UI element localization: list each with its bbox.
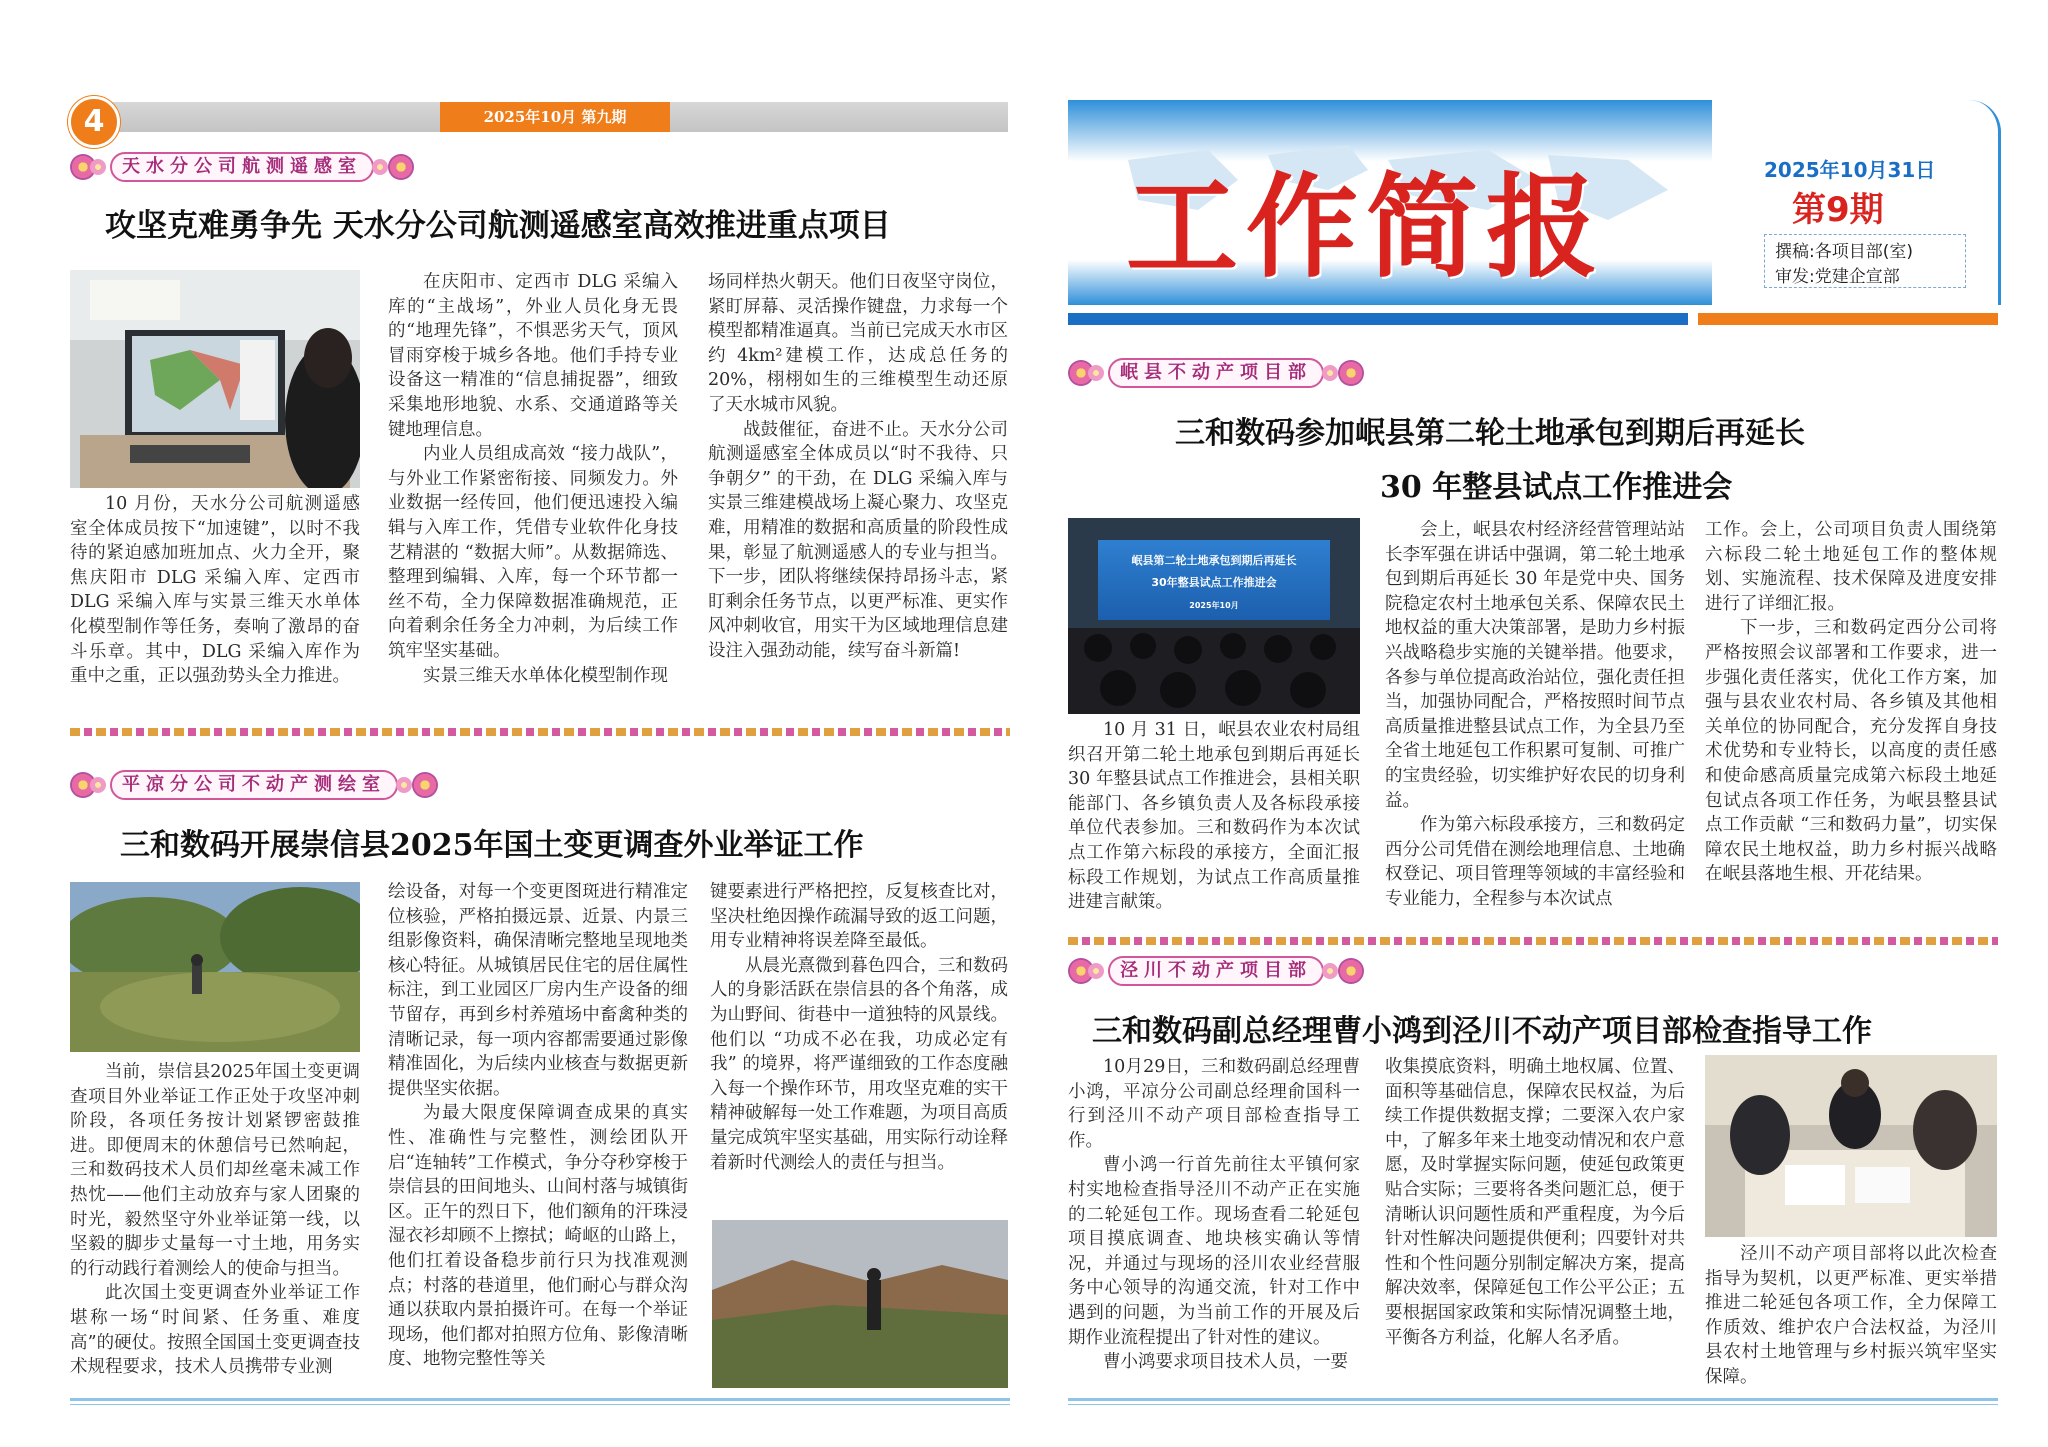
article-1-col-2 [388, 270, 678, 688]
flower-icon [1322, 963, 1338, 979]
bottom-rule-left [70, 1398, 1010, 1401]
paragraph: 曹小鸿一行首先前往太平镇何家村实地检查指导泾川不动产正在实施的二轮延包工作。现场查看二轮延包项目摸底调查、地块核实确认等情况，并通过与现场的泾川农业经营服务中心领导的沟通交流，针对工作中遇到的问题，为当前工作的开展及后期作业流程提出了针对性的建议。 [1068, 1155, 1360, 1348]
meeting-screen-line-1: 岷县第二轮土地承包到期后再延长 [1131, 554, 1297, 567]
masthead-banner [1068, 100, 1728, 305]
paragraph: 10月29日，三和数码副总经理曹小鸿，平凉分公司副总经理俞国科一行到泾川不动产项目部检查指导工作。 [1068, 1057, 1360, 1151]
article-2-col-1 [70, 1060, 360, 1380]
article-divider [70, 728, 1010, 736]
paragraph: 为最大限度保障调查成果的真实性、准确性与完整性，测绘团队开启“连轴转”工作模式，争分夺秒穿梭于崇信县的田间地头、山间村落与城镇街区。正午的烈日下，他们额角的汗珠浸湿衣衫却顾不上擦拭；崎岖的山路上，他们扛着设备稳步前行只为找准观测点；村落的巷道里，他们耐心与群众沟通以获取内景拍摄许可。在每一个举证现场，他们都对拍照方位角、影像清晰度、地物完整性等关 [388, 1103, 688, 1370]
masthead-credit-box [1764, 234, 1966, 288]
article-4-col-3 [1705, 1242, 1997, 1390]
masthead-title: 工作简报 [1126, 163, 1606, 293]
paragraph: 绘设备，对每一个变更图斑进行精准定位核验，严格拍摄远景、近景、内景三组影像资料，确保清晰完整地呈现地类核心特征。从城镇居民住宅的居住属性标注，到工业园区厂房内生产设备的细节留存，再到乡村养殖场中畜禽种类的清晰记录，每一项内容都需要通过影像精准固化，为后续内业核查与数据更新提供坚实依据。 [388, 882, 688, 1099]
paragraph: 在庆阳市、定西市 DLG 采编入库的“主战场”，外业人员化身无畏的“地理先锋”，不惧恶劣天气，顶风冒雨穿梭于城乡各地。他们手持专业设备这一精准的“信息捕捉器”，细致采集地形地貌、水系、交通道路等关键地理信息。 [388, 272, 678, 440]
article-3-col-3 [1705, 518, 1997, 887]
flower-icon [1338, 958, 1364, 984]
paragraph: 从晨光熹微到暮色四合，三和数码人的身影活跃在崇信县的各个角落，成为山野间、街巷中一道独特的风景线。他们以 “功成不必在我，功成必定有我” 的境界，将严谨细致的工作态度融入每一个操作环节，用攻坚克难的实干精神破解每一处工作难题，为项目高质量完成筑牢坚实基础，用实际行动诠释着新时代测绘人的责任与担当。 [710, 955, 1008, 1173]
article-2-col-3 [710, 880, 1008, 1175]
issue-label: 2025年10月 第九期 [440, 102, 670, 132]
flower-icon [1088, 963, 1104, 979]
paragraph: 收集摸底资料，明确土地权属、位置、面积等基础信息，保障农民权益，为后续工作提供数据支撑；二要深入农户家中，了解多年来土地变动情况和农户意愿，及时掌握实际问题，使延包政策更贴合实际；三要将各类问题汇总，便于清晰认识问题性质和严重程度，为今后针对性解决问题提供便利；四要针对共性和个性问题分别制定解决方案，提高解决效率，保障延包工作公平公正；五要根据国家政策和实际情况调整土地，平衡各方利益，化解人名矛盾。 [1385, 1057, 1685, 1348]
article-divider [1068, 937, 1998, 945]
flower-icon [412, 772, 438, 798]
paragraph: 泾川不动产项目部将以此次检查指导为契机，以更严标准、更实举措推进二轮延包各项工作，全力保障工作质效、维护农户合法权益，为泾川县农村土地管理与乡村振兴筑牢坚实保障。 [1705, 1244, 1997, 1387]
paragraph: 此次国土变更调查外业举证工作堪称一场“时间紧、任务重、难度高”的硬仗。按照全国国土变更调查技术规程要求，技术人员携带专业测 [70, 1283, 360, 1378]
paragraph: 工作。会上，公司项目负责人围绕第六标段二轮土地延包工作的整体规划、实施流程、技术保障及进度安排进行了详细汇报。 [1705, 520, 1997, 614]
masthead-underline-blue [1068, 313, 1688, 325]
masthead-date: 2025年10月31日 [1764, 158, 1936, 182]
flower-icon [388, 154, 414, 180]
meeting-screen-date: 2025年10月 [1189, 601, 1239, 610]
bottom-rule-right-thin [1068, 1404, 1998, 1405]
section-tag-pingliang: 平凉分公司不动产测绘室 [70, 770, 438, 800]
masthead-reviewer: 审发:党建企宣部 [1775, 267, 1900, 287]
flower-icon [90, 159, 106, 175]
photo-hillside-survey [712, 1220, 1008, 1388]
masthead-underline-orange [1698, 313, 1998, 325]
section-tag-jingchuan: 泾川不动产项目部 [1068, 956, 1364, 986]
paragraph: 场同样热火朝天。他们日夜坚守岗位，紧盯屏幕、灵活操作键盘，力求每一个模型都精准逼真。当前已完成天水市区约 4km²建模工作，达成总任务的 20%，栩栩如生的三维模型生动还原了天水城市风貌。 [708, 272, 1008, 415]
photo-office-screen [70, 270, 360, 488]
article-3-col-2 [1385, 518, 1685, 912]
paragraph: 实景三维天水单体化模型制作现 [423, 665, 668, 686]
masthead-info-panel [1712, 100, 2001, 305]
photo-meeting [1068, 518, 1360, 714]
flower-icon [396, 777, 412, 793]
paragraph: 作为第六标段承接方，三和数码定西分公司凭借在测绘地理信息、土地确权登记、项目管理等领域的丰富经验和专业能力，全程参与本次试点 [1385, 815, 1685, 909]
article-3-col-1 [1068, 718, 1360, 915]
article-title-3-line-1: 三和数码参加岷县第二轮土地承包到期后再延长 [1175, 416, 1805, 451]
article-1-col-1 [70, 492, 360, 689]
meeting-screen-line-2: 30年整县试点工作推进会 [1151, 576, 1277, 589]
flower-icon [1088, 365, 1104, 381]
paragraph: 会上，岷县农村经济经营管理站站长李军强在讲话中强调，第二轮土地承包到期后再延长 30 年是党中央、国务院稳定农村土地承包关系、保障农民土地权益的重大决策部署，是助力乡村振兴战略稳步实施的关键举措。他要求，各参与单位提高政治站位，强化责任担当，加强协同配合，严格按照时间节点高质量推进整县试点工作，为全县乃至全省土地延包工作积累可复制、可推广的宝贵经验，切实维护好农民的切身利益。 [1385, 520, 1685, 811]
paragraph: 10 月 31 日，岷县农业农村局组织召开第二轮土地承包到期后再延长 30 年整县试点工作推进会，县相关职能部门、各乡镇负责人及各标段承接单位代表参加。三和数码作为本次试点工作第六标段的承接方，全面汇报标段工作规划，为试点工作高质量推进建言献策。 [1068, 720, 1360, 913]
paragraph: 下一步，三和数码定西分公司将严格按照会议部署和工作要求，进一步强化责任落实，优化工作方案，加强与县农业农村局、各乡镇及其他相关单位的协同配合，充分发挥自身技术优势和专业特长，以高度的责任感和使命感高质量完成第六标段土地延包试点各项工作任务，为岷县整县试点工作贡献 “三和数码力量”，切实保障农民土地权益，助力乡村振兴战略在岷县落地生根、开花结果。 [1705, 618, 1997, 885]
section-tag-tianshui: 天水分公司航测遥感室 [70, 152, 414, 182]
bottom-rule-left-thin [70, 1404, 1010, 1405]
article-title-2: 三和数码开展崇信县2025年国土变更调查外业举证工作 [120, 828, 864, 863]
bottom-rule-right [1068, 1398, 1998, 1401]
paragraph: 战鼓催征，奋进不止。天水分公司航测遥感室全体成员以“时不我待、只争朝夕” 的干劲，在 DLG 采编入库与实景三维建模战场上凝心聚力、攻坚克难，用精准的数据和高质量的阶段性成果，彰显了航测遥感人的专业与担当。下一步，团队将继续保持昂扬斗志，紧盯剩余任务节点，以更严标准、更实作风冲刺收官，用实干为区域地理信息建设注入强劲动能，续写奋斗新篇! [708, 419, 1008, 661]
paragraph: 内业人员组成高效 “接力战队”，与外业工作紧密衔接、同频发力。外业数据一经传回，他们便迅速投入编辑与入库工作，凭借专业软件化身技艺精湛的 “数据大师”。从数据筛选、整理到编辑、入库，每一个环节都一丝不苟，全力保障数据准确规范，正向着剩余任务全力冲刺，为后续工作筑牢坚实基础。 [388, 444, 678, 661]
article-4-col-2 [1385, 1055, 1685, 1350]
page-number-badge: 4 [68, 96, 120, 148]
flower-icon [1322, 365, 1338, 381]
section-tag-minxian: 岷县不动产项目部 [1068, 358, 1364, 388]
paragraph: 10 月份，天水分公司航测遥感室全体成员按下“加速键”，以时不我待的紧迫感加班加点、火力全开，聚焦庆阳市 DLG 采编入库、定西市 DLG 采编入库与实景三维天水单体化模型制作等任务，奏响了激昂的奋斗乐章。其中，DLG 采编入库作为重中之重，正以强劲势头全力推进。 [70, 494, 360, 687]
paragraph: 键要素进行严格把控，反复核查比对，坚决杜绝因操作疏漏导致的返工问题，用专业精神将误差降至最低。 [710, 882, 1008, 952]
article-1-col-3 [708, 270, 1008, 664]
article-4-col-1 [1068, 1055, 1360, 1375]
flower-icon [1338, 360, 1364, 386]
flower-icon [90, 777, 106, 793]
flower-icon [372, 159, 388, 175]
photo-field-survey [70, 882, 360, 1052]
article-title-3-line-2: 30 年整县试点工作推进会 [1380, 470, 1733, 505]
masthead-author: 撰稿:各项目部(室) [1775, 242, 1913, 262]
article-2-col-2 [388, 880, 688, 1372]
photo-inspection [1705, 1055, 1997, 1237]
paragraph: 当前，崇信县2025年国土变更调查项目外业举证工作正处于攻坚冲刺阶段，各项任务按计划紧锣密鼓推进。即便周末的休憩信号已然响起，三和数码技术人员们却丝毫未减工作热忱——他们主动放弃与家人团聚的时光，毅然坚守外业举证第一线，以坚毅的脚步丈量每一寸土地，用务实的行动践行着测绘人的使命与担当。 [70, 1062, 360, 1279]
masthead-issue: 第9期 [1792, 190, 1884, 230]
article-title-1: 攻坚克难勇争先 天水分公司航测遥感室高效推进重点项目 [105, 208, 891, 244]
article-title-4: 三和数码副总经理曹小鸿到泾川不动产项目部检查指导工作 [1092, 1014, 1872, 1049]
paragraph: 曹小鸿要求项目技术人员，一要 [1103, 1352, 1348, 1373]
